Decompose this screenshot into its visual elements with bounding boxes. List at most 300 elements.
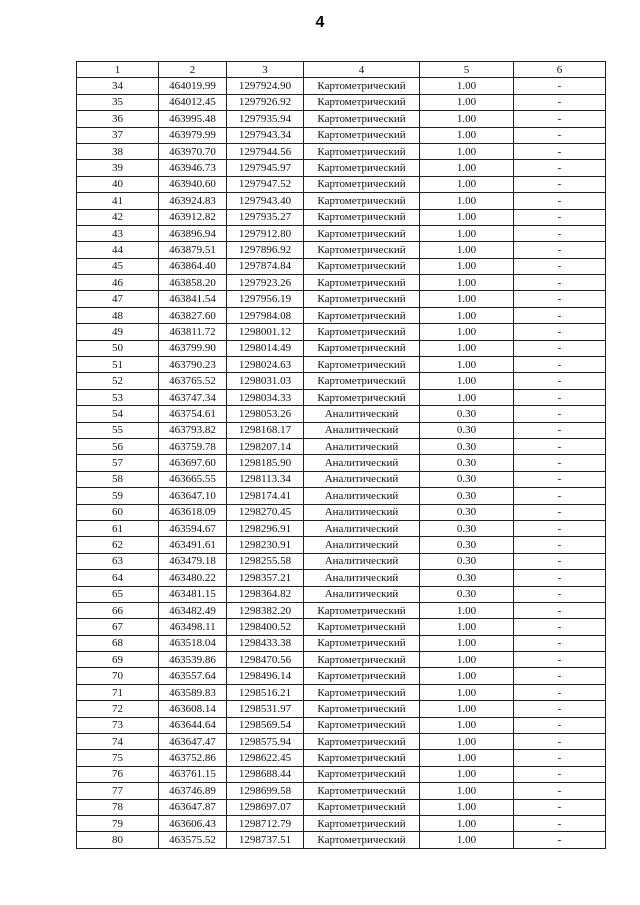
method-cell: Картометрический	[304, 750, 420, 766]
table-row	[77, 750, 606, 766]
note-cell: -	[514, 783, 606, 799]
y-coordinate-cell: 1298113.34	[227, 471, 304, 487]
method-cell: Картометрический	[304, 652, 420, 668]
method-cell: Картометрический	[304, 373, 420, 389]
table-row	[77, 717, 606, 733]
note-cell: -	[514, 537, 606, 553]
point-number-cell: 41	[77, 193, 159, 209]
method-cell: Аналитический	[304, 537, 420, 553]
note-cell: -	[514, 242, 606, 258]
x-coordinate-cell: 463480.22	[159, 570, 227, 586]
point-number-cell: 40	[77, 176, 159, 192]
accuracy-cell: 0.30	[420, 586, 514, 602]
accuracy-cell: 1.00	[420, 701, 514, 717]
note-cell: -	[514, 225, 606, 241]
y-coordinate-cell: 1297944.56	[227, 143, 304, 159]
note-cell: -	[514, 291, 606, 307]
table-row	[77, 406, 606, 422]
table-row	[77, 668, 606, 684]
table-row	[77, 471, 606, 487]
note-cell: -	[514, 471, 606, 487]
y-coordinate-cell: 1298364.82	[227, 586, 304, 602]
table-row	[77, 78, 606, 94]
table-row	[77, 701, 606, 717]
accuracy-cell: 1.00	[420, 357, 514, 373]
y-coordinate-cell: 1298622.45	[227, 750, 304, 766]
y-coordinate-cell: 1298024.63	[227, 357, 304, 373]
method-cell: Картометрический	[304, 783, 420, 799]
note-cell: -	[514, 832, 606, 848]
accuracy-cell: 1.00	[420, 225, 514, 241]
x-coordinate-cell: 463858.20	[159, 275, 227, 291]
note-cell: -	[514, 455, 606, 471]
y-coordinate-cell: 1298531.97	[227, 701, 304, 717]
method-cell: Картометрический	[304, 94, 420, 110]
point-number-cell: 55	[77, 422, 159, 438]
column-header: 1	[77, 62, 159, 78]
table-row	[77, 242, 606, 258]
accuracy-cell: 0.30	[420, 406, 514, 422]
point-number-cell: 45	[77, 258, 159, 274]
point-number-cell: 73	[77, 717, 159, 733]
x-coordinate-cell: 463606.43	[159, 815, 227, 831]
y-coordinate-cell: 1298699.58	[227, 783, 304, 799]
point-number-cell: 42	[77, 209, 159, 225]
x-coordinate-cell: 463557.64	[159, 668, 227, 684]
y-coordinate-cell: 1298400.52	[227, 619, 304, 635]
x-coordinate-cell: 464012.45	[159, 94, 227, 110]
y-coordinate-cell: 1298433.38	[227, 635, 304, 651]
point-number-cell: 58	[77, 471, 159, 487]
y-coordinate-cell: 1298230.91	[227, 537, 304, 553]
point-number-cell: 39	[77, 160, 159, 176]
y-coordinate-cell: 1298575.94	[227, 734, 304, 750]
note-cell: -	[514, 324, 606, 340]
table-row	[77, 783, 606, 799]
x-coordinate-cell: 463827.60	[159, 307, 227, 323]
column-header: 2	[159, 62, 227, 78]
point-number-cell: 67	[77, 619, 159, 635]
table-row	[77, 111, 606, 127]
y-coordinate-cell: 1297943.34	[227, 127, 304, 143]
method-cell: Картометрический	[304, 668, 420, 684]
note-cell: -	[514, 586, 606, 602]
x-coordinate-cell: 463481.15	[159, 586, 227, 602]
point-number-cell: 38	[77, 143, 159, 159]
note-cell: -	[514, 799, 606, 815]
x-coordinate-cell: 464019.99	[159, 78, 227, 94]
accuracy-cell: 1.00	[420, 78, 514, 94]
method-cell: Картометрический	[304, 832, 420, 848]
point-number-cell: 59	[77, 488, 159, 504]
y-coordinate-cell: 1298185.90	[227, 455, 304, 471]
table-row	[77, 570, 606, 586]
accuracy-cell: 0.30	[420, 488, 514, 504]
x-coordinate-cell: 463594.67	[159, 520, 227, 536]
table-row	[77, 766, 606, 782]
page-number: 4	[315, 14, 325, 31]
note-cell: -	[514, 520, 606, 536]
point-number-cell: 77	[77, 783, 159, 799]
table-row	[77, 586, 606, 602]
method-cell: Аналитический	[304, 504, 420, 520]
note-cell: -	[514, 258, 606, 274]
table-body	[77, 78, 606, 848]
y-coordinate-cell: 1297945.97	[227, 160, 304, 176]
accuracy-cell: 1.00	[420, 160, 514, 176]
accuracy-cell: 1.00	[420, 832, 514, 848]
accuracy-cell: 1.00	[420, 291, 514, 307]
x-coordinate-cell: 463946.73	[159, 160, 227, 176]
method-cell: Аналитический	[304, 455, 420, 471]
y-coordinate-cell: 1298270.45	[227, 504, 304, 520]
y-coordinate-cell: 1297896.92	[227, 242, 304, 258]
x-coordinate-cell: 463912.82	[159, 209, 227, 225]
x-coordinate-cell: 463518.04	[159, 635, 227, 651]
coordinates-table	[76, 61, 606, 849]
accuracy-cell: 1.00	[420, 684, 514, 700]
x-coordinate-cell: 463924.83	[159, 193, 227, 209]
table-row	[77, 340, 606, 356]
note-cell: -	[514, 406, 606, 422]
method-cell: Картометрический	[304, 324, 420, 340]
point-number-cell: 61	[77, 520, 159, 536]
note-cell: -	[514, 389, 606, 405]
table-row	[77, 143, 606, 159]
note-cell: -	[514, 78, 606, 94]
accuracy-cell: 1.00	[420, 143, 514, 159]
point-number-cell: 57	[77, 455, 159, 471]
accuracy-cell: 1.00	[420, 717, 514, 733]
x-coordinate-cell: 463747.34	[159, 389, 227, 405]
x-coordinate-cell: 463940.60	[159, 176, 227, 192]
note-cell: -	[514, 488, 606, 504]
note-cell: -	[514, 422, 606, 438]
note-cell: -	[514, 209, 606, 225]
table-row	[77, 258, 606, 274]
x-coordinate-cell: 463647.87	[159, 799, 227, 815]
note-cell: -	[514, 275, 606, 291]
y-coordinate-cell: 1298053.26	[227, 406, 304, 422]
table-row	[77, 291, 606, 307]
y-coordinate-cell: 1297926.92	[227, 94, 304, 110]
accuracy-cell: 1.00	[420, 209, 514, 225]
method-cell: Аналитический	[304, 520, 420, 536]
point-number-cell: 75	[77, 750, 159, 766]
note-cell: -	[514, 815, 606, 831]
method-cell: Картометрический	[304, 815, 420, 831]
point-number-cell: 64	[77, 570, 159, 586]
note-cell: -	[514, 701, 606, 717]
note-cell: -	[514, 750, 606, 766]
accuracy-cell: 1.00	[420, 193, 514, 209]
method-cell: Аналитический	[304, 553, 420, 569]
table-row	[77, 193, 606, 209]
y-coordinate-cell: 1297912.80	[227, 225, 304, 241]
table-row	[77, 815, 606, 831]
method-cell: Картометрический	[304, 684, 420, 700]
table-row	[77, 209, 606, 225]
point-number-cell: 76	[77, 766, 159, 782]
note-cell: -	[514, 553, 606, 569]
method-cell: Картометрический	[304, 701, 420, 717]
table-row	[77, 488, 606, 504]
x-coordinate-cell: 463790.23	[159, 357, 227, 373]
x-coordinate-cell: 463896.94	[159, 225, 227, 241]
method-cell: Картометрический	[304, 258, 420, 274]
accuracy-cell: 0.30	[420, 537, 514, 553]
note-cell: -	[514, 143, 606, 159]
table-row	[77, 619, 606, 635]
accuracy-cell: 1.00	[420, 815, 514, 831]
table-row	[77, 357, 606, 373]
method-cell: Картометрический	[304, 357, 420, 373]
table-row	[77, 734, 606, 750]
note-cell: -	[514, 734, 606, 750]
note-cell: -	[514, 619, 606, 635]
method-cell: Картометрический	[304, 176, 420, 192]
point-number-cell: 35	[77, 94, 159, 110]
point-number-cell: 43	[77, 225, 159, 241]
table-row	[77, 94, 606, 110]
point-number-cell: 54	[77, 406, 159, 422]
note-cell: -	[514, 193, 606, 209]
y-coordinate-cell: 1298470.56	[227, 652, 304, 668]
table-row	[77, 520, 606, 536]
method-cell: Картометрический	[304, 225, 420, 241]
y-coordinate-cell: 1298516.21	[227, 684, 304, 700]
accuracy-cell: 1.00	[420, 258, 514, 274]
point-number-cell: 49	[77, 324, 159, 340]
x-coordinate-cell: 463665.55	[159, 471, 227, 487]
note-cell: -	[514, 717, 606, 733]
table-row	[77, 422, 606, 438]
x-coordinate-cell: 463799.90	[159, 340, 227, 356]
table-row	[77, 176, 606, 192]
method-cell: Картометрический	[304, 717, 420, 733]
method-cell: Картометрический	[304, 799, 420, 815]
method-cell: Картометрический	[304, 242, 420, 258]
method-cell: Аналитический	[304, 422, 420, 438]
accuracy-cell: 0.30	[420, 422, 514, 438]
accuracy-cell: 0.30	[420, 471, 514, 487]
method-cell: Картометрический	[304, 340, 420, 356]
note-cell: -	[514, 635, 606, 651]
x-coordinate-cell: 463970.70	[159, 143, 227, 159]
method-cell: Картометрический	[304, 111, 420, 127]
x-coordinate-cell: 463793.82	[159, 422, 227, 438]
y-coordinate-cell: 1298174.41	[227, 488, 304, 504]
point-number-cell: 60	[77, 504, 159, 520]
y-coordinate-cell: 1298496.14	[227, 668, 304, 684]
point-number-cell: 74	[77, 734, 159, 750]
method-cell: Аналитический	[304, 586, 420, 602]
y-coordinate-cell: 1298001.12	[227, 324, 304, 340]
method-cell: Картометрический	[304, 389, 420, 405]
note-cell: -	[514, 373, 606, 389]
column-header: 5	[420, 62, 514, 78]
point-number-cell: 62	[77, 537, 159, 553]
table-row	[77, 553, 606, 569]
point-number-cell: 80	[77, 832, 159, 848]
point-number-cell: 56	[77, 438, 159, 454]
x-coordinate-cell: 463498.11	[159, 619, 227, 635]
table-row	[77, 225, 606, 241]
point-number-cell: 72	[77, 701, 159, 717]
point-number-cell: 34	[77, 78, 159, 94]
x-coordinate-cell: 463765.52	[159, 373, 227, 389]
y-coordinate-cell: 1297984.08	[227, 307, 304, 323]
accuracy-cell: 0.30	[420, 438, 514, 454]
method-cell: Аналитический	[304, 471, 420, 487]
method-cell: Картометрический	[304, 291, 420, 307]
method-cell: Картометрический	[304, 160, 420, 176]
note-cell: -	[514, 176, 606, 192]
x-coordinate-cell: 463746.89	[159, 783, 227, 799]
x-coordinate-cell: 463979.99	[159, 127, 227, 143]
accuracy-cell: 1.00	[420, 635, 514, 651]
x-coordinate-cell: 463608.14	[159, 701, 227, 717]
point-number-cell: 37	[77, 127, 159, 143]
note-cell: -	[514, 570, 606, 586]
y-coordinate-cell: 1298296.91	[227, 520, 304, 536]
accuracy-cell: 1.00	[420, 750, 514, 766]
accuracy-cell: 1.00	[420, 783, 514, 799]
note-cell: -	[514, 766, 606, 782]
y-coordinate-cell: 1297943.40	[227, 193, 304, 209]
y-coordinate-cell: 1298697.07	[227, 799, 304, 815]
x-coordinate-cell: 463618.09	[159, 504, 227, 520]
y-coordinate-cell: 1298712.79	[227, 815, 304, 831]
y-coordinate-cell: 1297874.84	[227, 258, 304, 274]
point-number-cell: 69	[77, 652, 159, 668]
table-row	[77, 832, 606, 848]
accuracy-cell: 0.30	[420, 520, 514, 536]
method-cell: Картометрический	[304, 209, 420, 225]
point-number-cell: 47	[77, 291, 159, 307]
y-coordinate-cell: 1298255.58	[227, 553, 304, 569]
table-row	[77, 799, 606, 815]
note-cell: -	[514, 307, 606, 323]
table-row	[77, 537, 606, 553]
note-cell: -	[514, 684, 606, 700]
x-coordinate-cell: 463589.83	[159, 684, 227, 700]
table-row	[77, 373, 606, 389]
note-cell: -	[514, 668, 606, 684]
method-cell: Картометрический	[304, 127, 420, 143]
header-row	[77, 62, 606, 78]
x-coordinate-cell: 463995.48	[159, 111, 227, 127]
x-coordinate-cell: 463482.49	[159, 602, 227, 618]
note-cell: -	[514, 94, 606, 110]
point-number-cell: 78	[77, 799, 159, 815]
point-number-cell: 53	[77, 389, 159, 405]
method-cell: Аналитический	[304, 406, 420, 422]
point-number-cell: 46	[77, 275, 159, 291]
method-cell: Аналитический	[304, 570, 420, 586]
x-coordinate-cell: 463811.72	[159, 324, 227, 340]
y-coordinate-cell: 1298688.44	[227, 766, 304, 782]
x-coordinate-cell: 463479.18	[159, 553, 227, 569]
note-cell: -	[514, 602, 606, 618]
point-number-cell: 68	[77, 635, 159, 651]
accuracy-cell: 1.00	[420, 307, 514, 323]
table-row	[77, 160, 606, 176]
x-coordinate-cell: 463761.15	[159, 766, 227, 782]
y-coordinate-cell: 1298014.49	[227, 340, 304, 356]
accuracy-cell: 1.00	[420, 652, 514, 668]
accuracy-cell: 1.00	[420, 389, 514, 405]
y-coordinate-cell: 1297923.26	[227, 275, 304, 291]
x-coordinate-cell: 463697.60	[159, 455, 227, 471]
accuracy-cell: 1.00	[420, 799, 514, 815]
method-cell: Картометрический	[304, 307, 420, 323]
point-number-cell: 52	[77, 373, 159, 389]
point-number-cell: 71	[77, 684, 159, 700]
point-number-cell: 44	[77, 242, 159, 258]
accuracy-cell: 1.00	[420, 127, 514, 143]
y-coordinate-cell: 1297924.90	[227, 78, 304, 94]
accuracy-cell: 1.00	[420, 602, 514, 618]
y-coordinate-cell: 1298382.20	[227, 602, 304, 618]
column-header: 3	[227, 62, 304, 78]
accuracy-cell: 0.30	[420, 504, 514, 520]
y-coordinate-cell: 1297956.19	[227, 291, 304, 307]
y-coordinate-cell: 1298357.21	[227, 570, 304, 586]
column-header: 4	[304, 62, 420, 78]
x-coordinate-cell: 463864.40	[159, 258, 227, 274]
accuracy-cell: 1.00	[420, 242, 514, 258]
note-cell: -	[514, 127, 606, 143]
y-coordinate-cell: 1298569.54	[227, 717, 304, 733]
table-row	[77, 275, 606, 291]
method-cell: Аналитический	[304, 488, 420, 504]
table-row	[77, 635, 606, 651]
accuracy-cell: 1.00	[420, 373, 514, 389]
accuracy-cell: 1.00	[420, 111, 514, 127]
y-coordinate-cell: 1298031.03	[227, 373, 304, 389]
note-cell: -	[514, 504, 606, 520]
accuracy-cell: 1.00	[420, 176, 514, 192]
x-coordinate-cell: 463575.52	[159, 832, 227, 848]
note-cell: -	[514, 652, 606, 668]
x-coordinate-cell: 463841.54	[159, 291, 227, 307]
y-coordinate-cell: 1297935.27	[227, 209, 304, 225]
note-cell: -	[514, 111, 606, 127]
accuracy-cell: 1.00	[420, 340, 514, 356]
x-coordinate-cell: 463754.61	[159, 406, 227, 422]
method-cell: Картометрический	[304, 635, 420, 651]
point-number-cell: 79	[77, 815, 159, 831]
accuracy-cell: 0.30	[420, 570, 514, 586]
x-coordinate-cell: 463759.78	[159, 438, 227, 454]
point-number-cell: 65	[77, 586, 159, 602]
x-coordinate-cell: 463644.64	[159, 717, 227, 733]
note-cell: -	[514, 357, 606, 373]
accuracy-cell: 1.00	[420, 668, 514, 684]
note-cell: -	[514, 438, 606, 454]
accuracy-cell: 1.00	[420, 766, 514, 782]
accuracy-cell: 1.00	[420, 734, 514, 750]
method-cell: Картометрический	[304, 602, 420, 618]
table-row	[77, 389, 606, 405]
method-cell: Картометрический	[304, 143, 420, 159]
accuracy-cell: 1.00	[420, 324, 514, 340]
table-row	[77, 324, 606, 340]
accuracy-cell: 0.30	[420, 455, 514, 471]
method-cell: Картометрический	[304, 766, 420, 782]
table-row	[77, 307, 606, 323]
